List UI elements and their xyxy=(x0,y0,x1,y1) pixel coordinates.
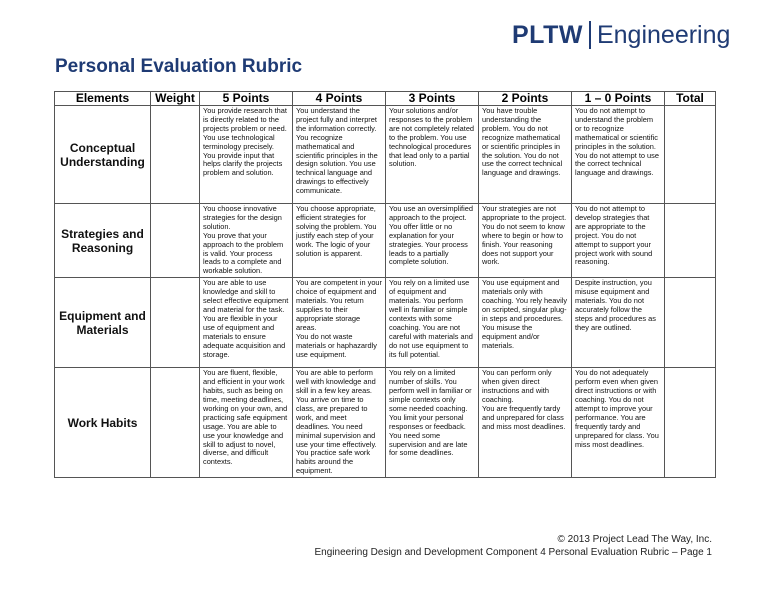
element-label: Conceptual Understanding xyxy=(55,106,151,204)
criteria-cell: You are able to use knowledge and skill to select effective equipment and material for the task. You are flexible in your use of equipment and materials to ensure adequate acquisition and storage. xyxy=(200,278,293,368)
criteria-cell: Your strategies are not appropriate to the project. You do not seem to know where to begin or how to finish. Your reasoning does not support your work. xyxy=(479,204,572,278)
rubric-table xyxy=(54,91,716,478)
header-total: Total xyxy=(665,92,716,106)
total-cell xyxy=(665,106,716,204)
total-cell xyxy=(665,278,716,368)
footer-copyright: © 2013 Project Lead The Way, Inc. xyxy=(557,534,712,545)
criteria-cell: You choose appropriate, efficient strategies for solving the problem. You justify each step of your work. The logic of your solution is apparent. xyxy=(293,204,386,278)
logo-divider xyxy=(589,21,591,49)
criteria-cell: You are competent in your choice of equipment and materials. You return supplies to their appropriate storage areas. You do not waste materials or haphazardly use equipment. xyxy=(293,278,386,368)
header-row xyxy=(55,92,716,106)
header-weight: Weight xyxy=(151,92,200,106)
criteria-cell: You do not attempt to understand the problem or to recognize mathematical or scientific principles in the solution. You do not attempt to use the correct technical language and drawings. xyxy=(572,106,665,204)
table-row xyxy=(55,368,716,478)
table-row xyxy=(55,278,716,368)
element-label: Equipment and Materials xyxy=(55,278,151,368)
total-cell xyxy=(665,204,716,278)
criteria-cell: You are able to perform well with knowledge and skill in a few key areas. You arrive on time to class, are prepared to work, and meet deadlines. You need minimal supervision and use your time effectively. You practice safe work habits around the equipment. xyxy=(293,368,386,478)
weight-cell xyxy=(151,204,200,278)
criteria-cell: You use equipment and materials only with coaching. You rely heavily on scripted, singular plug-in steps and procedures. You misuse the equipment and/or materials. xyxy=(479,278,572,368)
criteria-cell: You choose innovative strategies for the design solution. You prove that your approach to the problem is valid. Your process leads to a complete and workable solution. xyxy=(200,204,293,278)
criteria-cell: You have trouble understanding the problem. You do not recognize mathematical or scientific principles in the solution. You do not use the correct technical language and drawings. xyxy=(479,106,572,204)
criteria-cell: You do not attempt to develop strategies that are appropriate to the project. You do not attempt to support your project work with sound reasoning. xyxy=(572,204,665,278)
criteria-cell: Despite instruction, you misuse equipment and materials. You do not accurately follow the steps and procedures as they are outlined. xyxy=(572,278,665,368)
header-3-points: 3 Points xyxy=(386,92,479,106)
header-4-points: 4 Points xyxy=(293,92,386,106)
pltw-logo xyxy=(512,18,730,52)
header-2-points: 2 Points xyxy=(479,92,572,106)
criteria-cell: You rely on a limited number of skills. You perform well in familiar or simple contexts only some needed coaching. You limit your personal responses or feedback. You need some supervision and are late for some deadlines. xyxy=(386,368,479,478)
criteria-cell: Your solutions and/or responses to the problem are not completely related to the problem. You use technological procedures that lead only to a partial solution. xyxy=(386,106,479,204)
element-label: Work Habits xyxy=(55,368,151,478)
total-cell xyxy=(665,368,716,478)
criteria-cell: You do not adequately perform even when given direct instructions or with coaching. You do not attempt to improve your performance. You are frequently tardy and unprepared for class. You miss most deadlines. xyxy=(572,368,665,478)
header-elements: Elements xyxy=(55,92,151,106)
weight-cell xyxy=(151,368,200,478)
table-row xyxy=(55,106,716,204)
element-label: Strategies and Reasoning xyxy=(55,204,151,278)
header-5-points: 5 Points xyxy=(200,92,293,106)
weight-cell xyxy=(151,106,200,204)
footer-page-info: Engineering Design and Development Component 4 Personal Evaluation Rubric – Page 1 xyxy=(314,547,712,558)
weight-cell xyxy=(151,278,200,368)
criteria-cell: You are fluent, flexible, and efficient in your work habits, such as being on time, meeting deadlines, working on your own, and practicing safe equipment usage. You are able to use your knowledge and skill to adjust to novel, diverse, and difficult contexts. xyxy=(200,368,293,478)
criteria-cell: You can perform only when given direct instructions and with coaching. You are frequently tardy and unprepared for class and miss most deadlines. xyxy=(479,368,572,478)
criteria-cell: You rely on a limited use of equipment and materials. You perform well in familiar or simple contexts with some coaching. You are not careful with materials and do not use equipment to its full potential. xyxy=(386,278,479,368)
page-title: Personal Evaluation Rubric xyxy=(55,56,303,77)
header-1-0-points: 1 – 0 Points xyxy=(572,92,665,106)
criteria-cell: You provide research that is directly related to the projects problem or need. You use technological terminology precisely. You provide input that helps clarify the projects problem and solution. xyxy=(200,106,293,204)
criteria-cell: You use an oversimplified approach to the project. You offer little or no explanation for your strategies. Your process leads to a partially complete solution. xyxy=(386,204,479,278)
criteria-cell: You understand the project fully and interpret the information correctly. You recognize mathematical and scientific principles in the design solution. You use technical language and drawings to effectively communicate. xyxy=(293,106,386,204)
logo-brand: PLTW xyxy=(512,20,583,49)
table-row xyxy=(55,204,716,278)
logo-subtitle: Engineering xyxy=(596,20,731,49)
